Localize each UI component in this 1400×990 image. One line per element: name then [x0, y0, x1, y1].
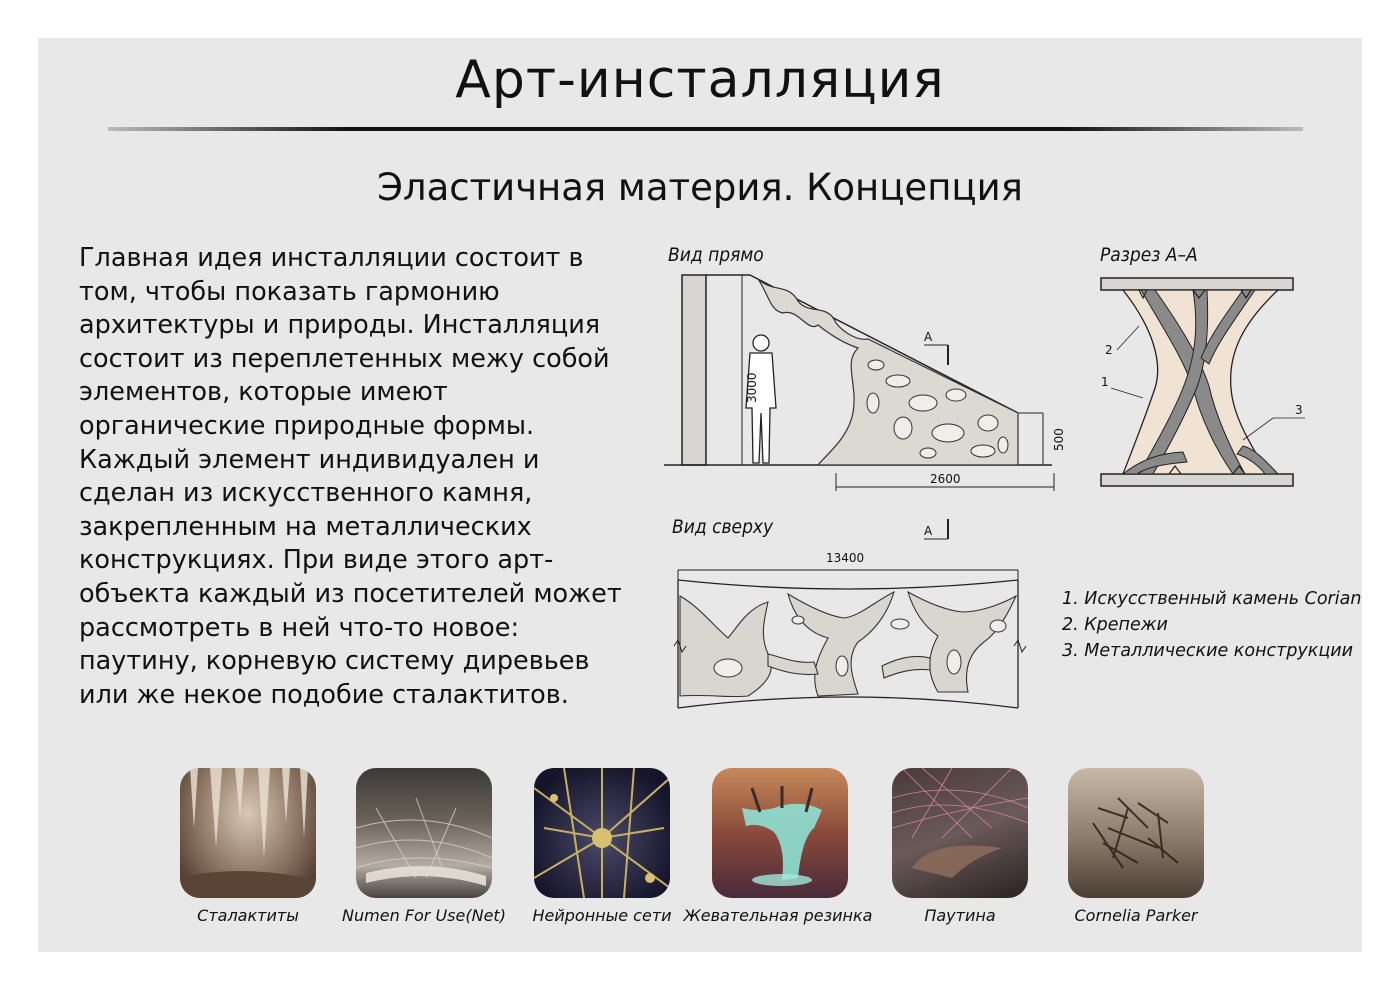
reference-image-gum — [712, 768, 848, 898]
callout-2: 2 — [1105, 343, 1113, 357]
section-drawing — [1083, 268, 1313, 493]
reference-image-cornelia-parker — [1068, 768, 1204, 898]
section-mark-top: А — [924, 330, 933, 344]
reference-image-stalactites — [180, 768, 316, 898]
reference-caption: Сталактиты — [197, 906, 299, 925]
materials-legend — [1062, 586, 1361, 664]
reference-image-web — [892, 768, 1028, 898]
dim-length: 13400 — [826, 551, 865, 565]
dim-width: 2600 — [930, 472, 961, 486]
callout-1: 1 — [1101, 375, 1109, 389]
top-view-label: Вид сверху — [672, 516, 774, 538]
page-subtitle: Эластичная материя. Концепция — [377, 166, 1023, 209]
reference-caption: Паутина — [924, 906, 996, 925]
section-label: Разрез А–А — [1100, 244, 1198, 266]
reference-caption: Жевательная резинка — [683, 906, 873, 925]
concept-description: Главная идея инсталляции состоит в том, чтобы показать гармонию архитектуры и природы. Инсталляция состоит из переплетенных межу собой элементов, которые имеют органические природные формы. Каждый элемент индивидуален и сделан из искусственного камня, закрепленным на металлических конструкциях. При виде этого арт-объекта каждый из посетителей может рассмотреть в ней что-то новое: паутину, корневую систему диревьев или же некое подобие сталактитов. — [79, 243, 622, 710]
front-view-drawing — [658, 263, 1078, 548]
reference-caption: Cornelia Parker — [1074, 906, 1198, 925]
dim-height: 3000 — [745, 372, 759, 403]
top-view-drawing — [668, 546, 1038, 721]
reference-image-neural — [534, 768, 670, 898]
section-mark-bottom: А — [924, 524, 933, 538]
title-divider — [108, 127, 1303, 131]
front-view-label: Вид прямо — [668, 244, 764, 266]
callout-3: 3 — [1295, 403, 1303, 417]
reference-caption: Нейронные сети — [532, 906, 672, 925]
sheet — [38, 38, 1362, 952]
dim-small: 500 — [1052, 428, 1066, 451]
legend-item: 3. Металлические конструкции — [1062, 641, 1354, 661]
legend-item: 2. Крепежи — [1062, 615, 1168, 635]
reference-caption: Numen For Use(Net) — [342, 906, 506, 925]
page-title: Арт-инсталляция — [455, 50, 945, 110]
legend-item: 1. Искусственный камень Corian — [1062, 589, 1362, 609]
reference-image-numen — [356, 768, 492, 898]
